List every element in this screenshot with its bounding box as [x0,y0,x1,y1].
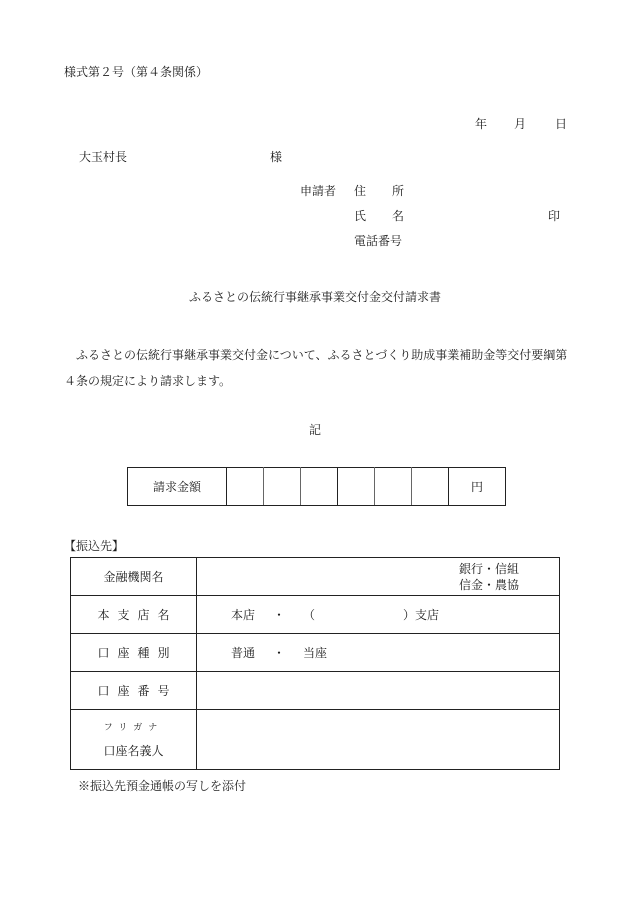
date-year: 年 [475,117,488,131]
address-label-char: 所 [391,184,404,198]
label-char: 口 [97,684,110,698]
amount-digit-cell[interactable] [264,468,301,506]
bank-type-2: 信金・農協 [458,577,519,592]
label-char: 別 [157,646,170,660]
date-day: 日 [555,117,568,131]
seal-mark: 印 [548,209,561,223]
account-type-field[interactable] [197,634,560,672]
label-char: 番 [137,684,150,698]
body-text: ふるさとの伝統行事継承事業交付金について、ふるさとづくり助成事業補助金等交付要綱第４条の規定により請求します。 [64,348,568,388]
bank-section-header: 【振込先】 [64,539,125,553]
label-char: 名 [157,608,170,622]
current-option[interactable]: 当座 [303,646,328,660]
label-char: 支 [117,608,130,622]
label-char: 口 [97,646,110,660]
amount-digit-cell[interactable] [301,468,338,506]
holder-label-cell [71,710,197,770]
address-label-char: 住 [354,184,367,198]
institution-field[interactable] [197,558,560,596]
amount-label: 請求金額 [128,468,227,506]
label-char: 号 [157,684,170,698]
holder-field[interactable] [197,710,560,770]
main-branch-option[interactable]: 本店 [231,608,256,622]
label-char: 本 [97,608,110,622]
label-char: 座 [117,684,130,698]
bank-table [70,557,560,770]
branch-suffix: ）支店 [403,608,440,622]
institution-label: 金融機関名 [71,558,197,596]
document-title: ふるさとの伝統行事継承事業交付金交付請求書 [188,290,441,304]
separator-dot: ・ [273,646,286,660]
addressee: 大玉村長 [79,150,128,164]
name-label-char: 名 [391,209,404,223]
name-label-char: 氏 [354,209,367,223]
branch-open-paren: （ [303,608,316,622]
label-char: 座 [117,646,130,660]
address-label [354,182,404,199]
branch-label [71,596,197,634]
amount-unit: 円 [449,468,506,506]
holder-label: 口座名義人 [103,744,164,758]
applicant-label: 申請者 [300,184,337,198]
date-month: 月 [514,117,527,131]
account-type-label [71,634,197,672]
branch-field[interactable] [197,596,560,634]
furigana-label: フリガナ [103,723,164,733]
account-number-field[interactable] [197,672,560,710]
amount-digit-cell[interactable] [227,468,264,506]
label-char: 種 [137,646,150,660]
separator-dot: ・ [273,608,286,622]
name-label [354,207,404,224]
amount-digit-cell[interactable] [375,468,412,506]
honorific: 様 [270,150,283,164]
label-char: 店 [137,608,150,622]
ordinary-option[interactable]: 普通 [231,646,256,660]
phone-label: 電話番号 [354,234,403,248]
account-number-label [71,672,197,710]
bank-type-1: 銀行・信組 [458,561,519,576]
amount-digit-cell[interactable] [338,468,375,506]
ki-heading: 記 [308,423,321,437]
amount-table [127,467,506,506]
attachment-note: ※振込先預金通帳の写しを添付 [78,779,247,793]
form-number: 様式第２号（第４条関係） [64,65,209,79]
amount-digit-cell[interactable] [412,468,449,506]
